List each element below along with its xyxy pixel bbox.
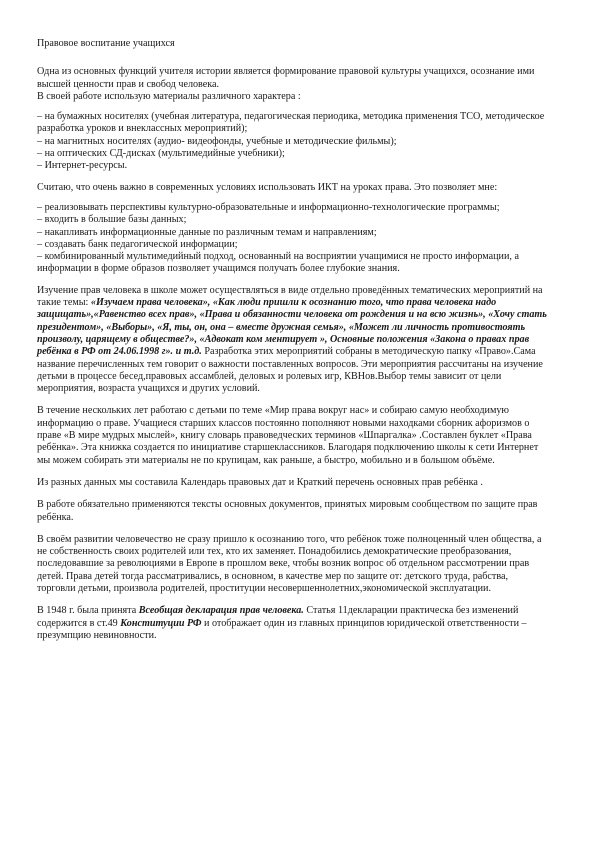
documents-paragraph: В работе обязательно применяются тексты основных документов, принятых мировым сообществом по защите прав ребёнка. (37, 499, 538, 523)
document-title: Правовое воспитание учащихся (37, 38, 175, 49)
list-item: – создавать банк педагогической информации; (37, 238, 238, 250)
materials-intro: В своей работе использую материалы различного характера : (37, 90, 301, 102)
history-paragraph: В своём развитии человечество не сразу пришло к осознанию того, что ребёнок тоже полноценный член общества, а не собственность своих родителей или тех, кто их заменяет. Понадобились демократические преобразования, последовавшие за революциями в Европе в прошлом веке, чтобы возник вопрос об отдельном рассмотрении прав детей. Права детей тогда рассматривались, в основном, в качестве мер по защите от: детского труда, рабства, торговли детьми, произвола родителей, проституции несовершеннолетних,экономической эксплуатации. (37, 533, 542, 594)
list-item: – входить в большие базы данных; (37, 214, 187, 226)
list-item: – накапливать информационные данные по различным темам и направлениям; (37, 226, 377, 238)
calendar-paragraph: Из разных данных мы составила Календарь правовых дат и Краткий перечень основных прав ребёнка . (37, 476, 483, 488)
list-item: – на оптических СД-дисках (мультимедийные учебники); (37, 148, 285, 160)
materials-list (37, 111, 549, 172)
declaration-title: Всеобщая декларация прав человека. (138, 605, 304, 617)
topics-paragraph (37, 285, 549, 396)
list-item: – на магнитных носителях (аудио- видеофонды, учебные и методические фильмы); (37, 135, 397, 147)
ict-list (37, 202, 549, 276)
list-item: – реализовывать перспективы культурно-образовательные и информационно-технологические программы; (37, 201, 500, 213)
declaration-lead: В 1948 г. была принята (37, 605, 139, 617)
declaration-tail: и отображает один из главных принципов юридической ответственности – презумпцию невиновности. (37, 617, 527, 641)
topics-list: «Изучаем права человека», «Как люди пришли к осознанию того, что права человека надо защищать»,«Равенство всех прав», «Права и обязанности человека от рождения и на всю жизнь», «Хочу стать президентом», «Выборы», «Я, ты, он, она – вместе дружная семья», «Может ли личность противостоять произволу, царящему в обществе?», «Адвокат ком ментирует », Основные положения «Закона о правах прав ребёнка в РФ от 24.06.1998 г». и т.д. (37, 297, 547, 358)
topics-lead: Изучение прав человека в школе может осуществляться в виде отдельно проведённых тематических мероприятий на такие темы: (37, 284, 543, 309)
constitution-title: Конституции РФ (120, 617, 202, 629)
declaration-mid: Статья 11декларации практическа без изменений содержится в ст.49 (37, 605, 519, 629)
intro-paragraph: Одна из основных функций учителя истории является формирование правовой культуры учащихся, осознание ими высшей ценности прав и свобод человека. (37, 66, 535, 90)
list-item: – Интернет-ресурсы. (37, 160, 128, 172)
sources-paragraph: В течение нескольких лет работаю с детьми по теме «Мир права вокруг нас» и собираю самую необходимую информацию о праве. Учащиеся старших классов постоянно пополняют новыми находками сборник афоризмов о праве «В мире мудрых мыслей», книгу словарь правоведческих терминов «Шпаргалка» .Составлен буклет «Права ребёнка». Эта книжка создается по инициативе старшеклассников. Благодаря подключению школы к сети Интернет мы можем собирать эти материалы не по крупицам, как раньше, а быстро, мобильно и в большом объёме. (37, 405, 539, 466)
topics-tail: Разработка этих мероприятий собраны в методическую папку «Право».Сама название перечисленных тем говорит о важности поставленных вопросов. Эти мероприятия рассчитаны на изучение детьми в процессе бесед,правовых ассамблей, деловых и ролевых игр, КВНов.Выбор темы зависит от цели мероприятия, возраста учащихся и других условий. (37, 346, 543, 395)
ict-paragraph: Считаю, что очень важно в современных условиях использовать ИКТ на уроках права. Это позволяет мне: (37, 181, 498, 193)
list-item: – на бумажных носителях (учебная литература, педагогическая периодика, методика применения ТСО, методическое разработка уроков и внеклассных мероприятий); (37, 111, 545, 135)
declaration-paragraph (37, 605, 549, 642)
list-item: – комбинированный мультимедийный подход, основанный на восприятии учащимися не просто информации, а информации в форме образов позволяет учащимся получать более глубокие знания. (37, 251, 519, 275)
